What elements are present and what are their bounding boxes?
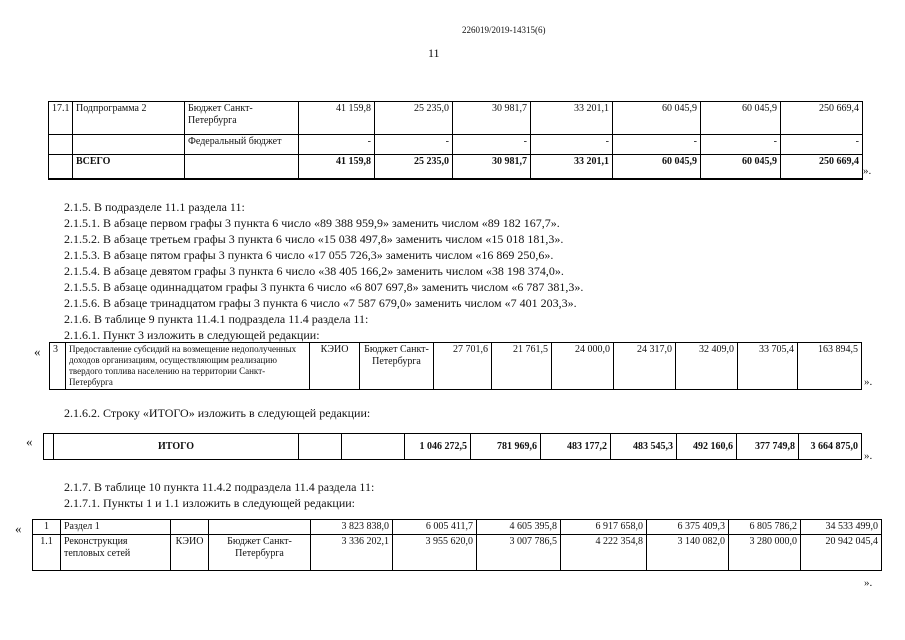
value-cell: 33 201,1 (531, 155, 613, 179)
value-cell: 60 045,9 (701, 102, 781, 135)
value-cell: - (375, 135, 453, 155)
row-number: 1 (33, 520, 61, 535)
value-cell: 60 045,9 (701, 155, 781, 179)
value-cell: 163 894,5 (798, 343, 862, 390)
empty-cell (299, 434, 342, 460)
value-cell: 24 000,0 (552, 343, 614, 390)
value-cell: - (613, 135, 701, 155)
value-cell: 60 045,9 (613, 102, 701, 135)
table-row (49, 102, 863, 135)
funding-source: Бюджет Санкт-Петербурга (209, 535, 311, 571)
value-cell: 32 409,0 (676, 343, 738, 390)
row-number (49, 135, 73, 155)
value-cell: 6 005 411,7 (393, 520, 477, 535)
row-name: Реконструкция тепловых сетей (61, 535, 171, 571)
value-cell: 24 317,0 (614, 343, 676, 390)
value-cell: 3 955 620,0 (393, 535, 477, 571)
table-row (33, 535, 882, 571)
value-cell: 3 664 875,0 (799, 434, 862, 460)
value-cell: 3 007 786,5 (477, 535, 561, 571)
value-cell: 33 201,1 (531, 102, 613, 135)
closing-quote: ». (864, 450, 873, 462)
funding-source: Бюджет Санкт-Петербурга (185, 102, 299, 135)
table-item-3 (49, 342, 862, 390)
table-row (33, 520, 882, 535)
value-cell: - (299, 135, 375, 155)
table-subprogram (48, 101, 863, 180)
empty-cell (342, 434, 405, 460)
row-name: Раздел 1 (61, 520, 171, 535)
value-cell: 41 159,8 (299, 102, 375, 135)
executor: КЭИО (171, 535, 209, 571)
row-number: 17.1 (49, 102, 73, 135)
value-cell: 33 705,4 (738, 343, 798, 390)
table-row (50, 343, 862, 390)
paragraph: 2.1.5.4. В абзаце девятом графы 3 пункта 6 число «38 405 166,2» заменить числом «38 198 374,0». (64, 264, 564, 278)
value-cell: 41 159,8 (299, 155, 375, 179)
closing-quote: ». (864, 376, 873, 388)
value-cell: 1 046 272,5 (405, 434, 471, 460)
paragraph: 2.1.5.5. В абзаце одиннадцатом графы 3 пункта 6 число «6 807 697,8» заменить числом «6 787 381,3». (64, 280, 584, 294)
table-row-total (44, 434, 862, 460)
funding-source: Федеральный бюджет (185, 135, 299, 155)
paragraph: 2.1.6.2. Строку «ИТОГО» изложить в следующей редакции: (64, 406, 371, 420)
paragraph: 2.1.7. В таблице 10 пункта 11.4.2 подраздела 11.4 раздела 11: (64, 480, 375, 494)
funding-source (209, 520, 311, 535)
value-cell: 3 140 082,0 (647, 535, 729, 571)
row-number: 1.1 (33, 535, 61, 571)
executor (171, 520, 209, 535)
value-cell: 6 805 786,2 (729, 520, 801, 535)
paragraph: 2.1.5.3. В абзаце пятом графы 3 пункта 6 число «17 055 726,3» заменить числом «16 869 250,6». (64, 248, 554, 262)
funding-source: Бюджет Санкт-Петербурга (360, 343, 434, 390)
value-cell: 6 375 409,3 (647, 520, 729, 535)
paragraph: 2.1.6.1. Пункт 3 изложить в следующей редакции: (64, 328, 320, 342)
opening-quote: « (15, 521, 22, 536)
table-row-total (49, 155, 863, 179)
paragraph: 2.1.7.1. Пункты 1 и 1.1 изложить в следующей редакции: (64, 496, 356, 510)
table-itogo (43, 433, 862, 460)
value-cell: - (701, 135, 781, 155)
paragraph: 2.1.5.6. В абзаце тринадцатом графы 3 пункта 6 число «7 587 679,0» заменить числом «7 401 203,3». (64, 296, 577, 310)
row-number (49, 155, 73, 179)
value-cell: 25 235,0 (375, 102, 453, 135)
value-cell: 250 669,4 (781, 155, 863, 179)
value-cell: 4 605 395,8 (477, 520, 561, 535)
value-cell: 25 235,0 (375, 155, 453, 179)
opening-quote: « (26, 434, 33, 449)
row-name: Предоставление субсидий на возмещение недополученных доходов организациям, осуществляющим реализацию твердого топлива населению на территории Санкт-Петербурга (66, 343, 310, 390)
value-cell: 20 942 045,4 (801, 535, 882, 571)
value-cell: 483 545,3 (611, 434, 677, 460)
value-cell: 34 533 499,0 (801, 520, 882, 535)
value-cell: 3 823 838,0 (311, 520, 393, 535)
paragraph: 2.1.5.2. В абзаце третьем графы 3 пункта 6 число «15 038 497,8» заменить числом «15 018 181,3». (64, 232, 564, 246)
opening-quote: « (34, 344, 41, 359)
value-cell: - (531, 135, 613, 155)
value-cell: 30 981,7 (453, 102, 531, 135)
value-cell: - (781, 135, 863, 155)
table-section-1 (32, 519, 882, 571)
value-cell: 377 749,8 (737, 434, 799, 460)
row-name: ИТОГО (54, 434, 299, 460)
paragraph: 2.1.5.1. В абзаце первом графы 3 пункта 6 число «89 388 959,9» заменить числом «89 182 167,7». (64, 216, 560, 230)
document-number: 226019/2019-14315(6) (462, 25, 546, 35)
table-row (49, 135, 863, 155)
value-cell: 21 761,5 (492, 343, 552, 390)
executor: КЭИО (310, 343, 360, 390)
value-cell: 27 701,6 (434, 343, 492, 390)
value-cell: 483 177,2 (541, 434, 611, 460)
row-number: 3 (50, 343, 66, 390)
value-cell: - (453, 135, 531, 155)
empty-cell (44, 434, 54, 460)
funding-source (185, 155, 299, 179)
row-name (73, 135, 185, 155)
value-cell: 492 160,6 (677, 434, 737, 460)
page-number: 11 (428, 46, 440, 60)
paragraph: 2.1.5. В подразделе 11.1 раздела 11: (64, 200, 245, 214)
closing-quote: ». (864, 577, 873, 589)
row-name: Подпрограмма 2 (73, 102, 185, 135)
value-cell: 4 222 354,8 (561, 535, 647, 571)
row-name: ВСЕГО (73, 155, 185, 179)
value-cell: 60 045,9 (613, 155, 701, 179)
paragraph: 2.1.6. В таблице 9 пункта 11.4.1 подраздела 11.4 раздела 11: (64, 312, 369, 326)
value-cell: 781 969,6 (471, 434, 541, 460)
value-cell: 30 981,7 (453, 155, 531, 179)
value-cell: 3 280 000,0 (729, 535, 801, 571)
closing-quote: ». (863, 165, 872, 177)
value-cell: 3 336 202,1 (311, 535, 393, 571)
value-cell: 250 669,4 (781, 102, 863, 135)
value-cell: 6 917 658,0 (561, 520, 647, 535)
